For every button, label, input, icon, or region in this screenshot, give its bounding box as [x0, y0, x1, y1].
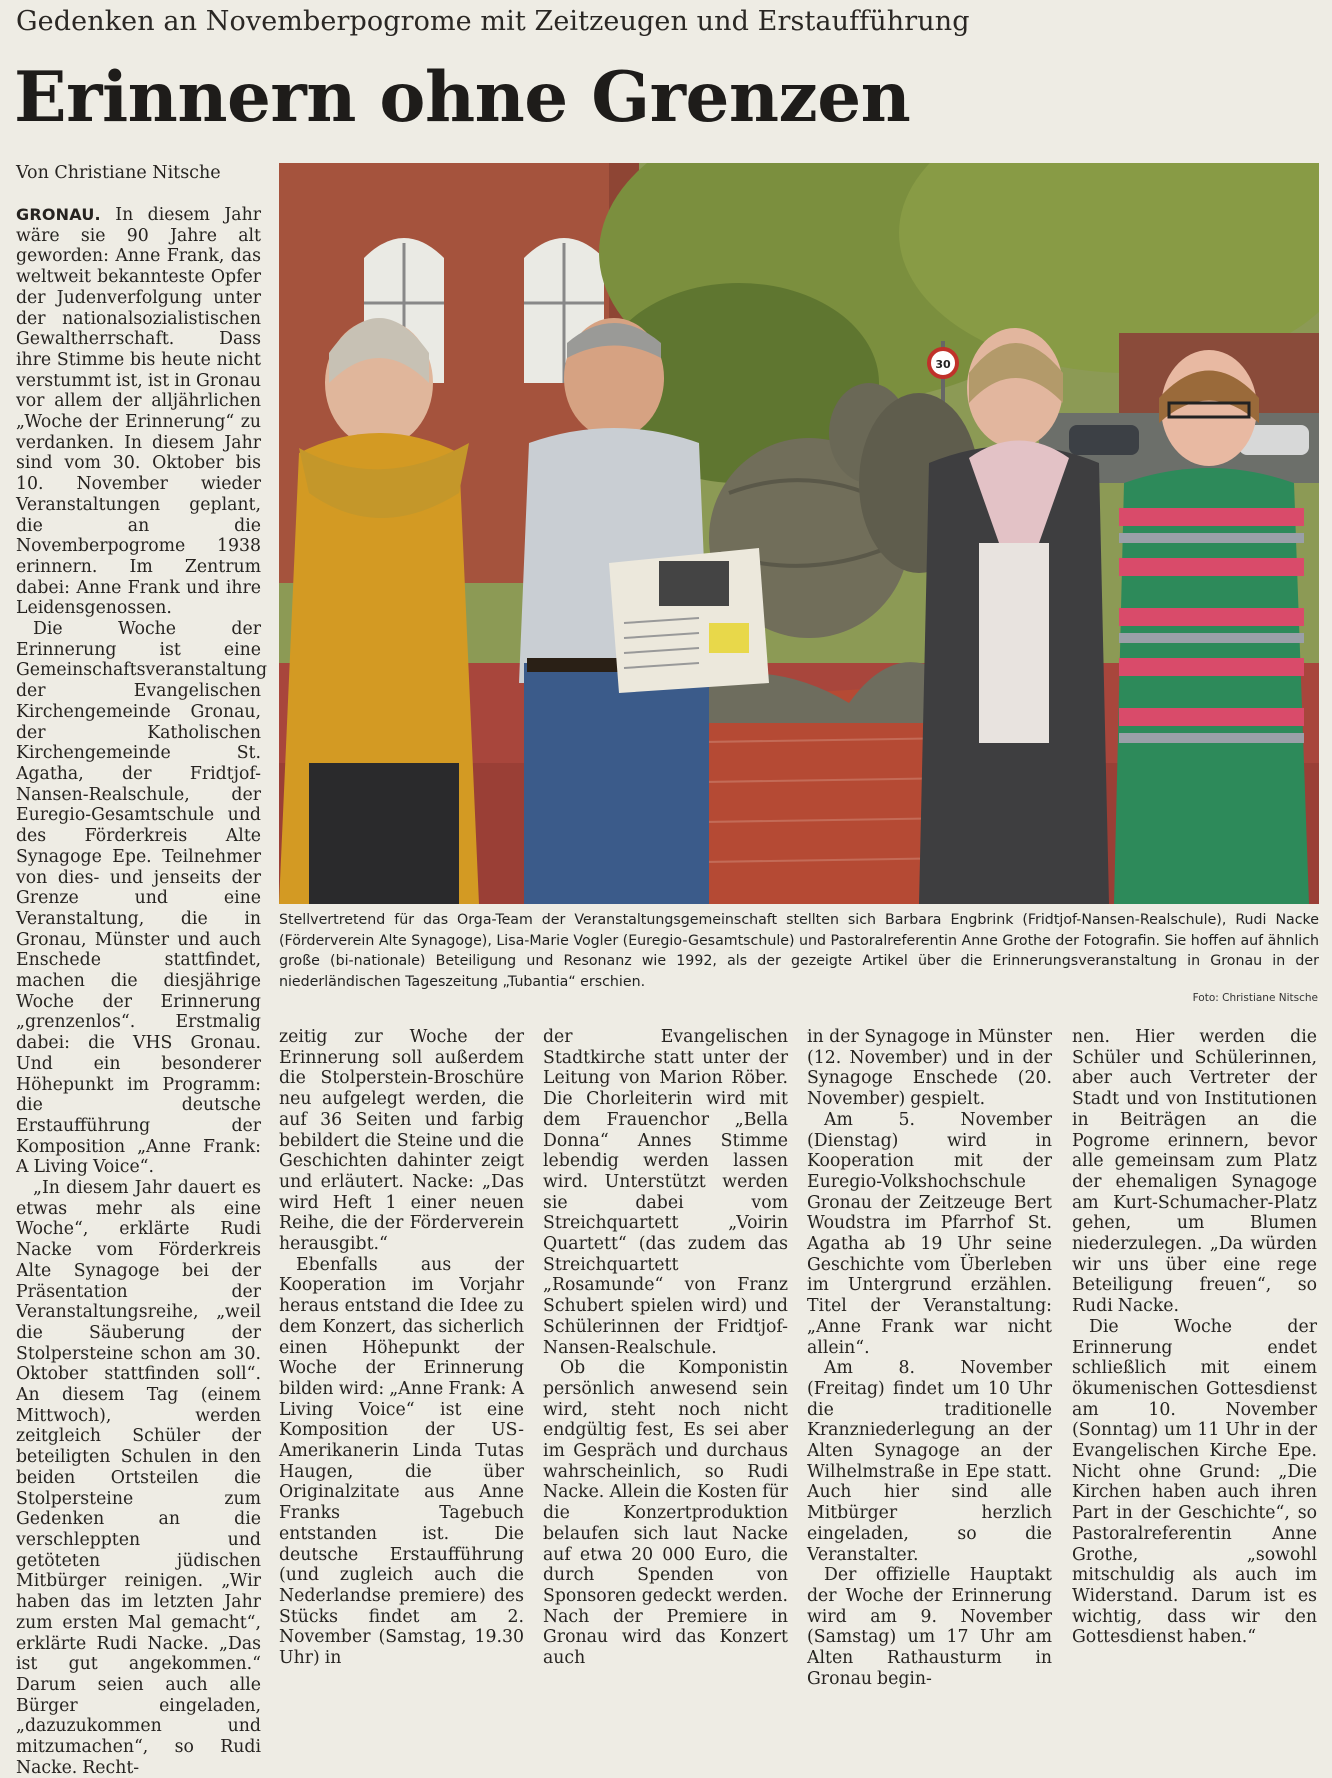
parked-car — [1069, 425, 1139, 455]
paragraph: Ob die Komponistin persönlich anwesend sein wird, steht noch nicht endgültig fest, Es sei aber im Gespräch und durchaus wahrscheinlich, so Rudi Nacke. Allein die Kosten für die Konzertproduktion belaufen sich laut Nacke auf etwa 20 000 Euro, die durch Spenden von Sponsoren gedeckt werden. Nach der Premiere in Gronau wird das Konzert auch — [543, 1358, 788, 1669]
paragraph: „In diesem Jahr dauert es etwas mehr als eine Woche“, erklärte Rudi Nacke vom Förderkreis Alte Synagoge bei der Präsentation der Veranstaltungsreihe, „weil die Säuberung der Stolpersteine schon am 30. Oktober stattfinden soll“. An diesem Tag (einem Mittwoch), werden zeitgleich Schüler der beteiligten Schulen in den beiden Ortsteilen die Stolpersteine zum Gedenken an die verschleppten und getöteten jüdischen Mitbürger reinigen. „Wir haben das im letzten Jahr zum ersten Mal gemacht“, erklärte Rudi Nacke. „Das ist gut angekommen.“ Darum seien auch alle Bürger eingeladen, „dazuzukommen und mitzumachen“, so Rudi Nacke. Recht- — [16, 1178, 261, 1778]
photo-caption: Stellvertretend für das Orga-Team der Veranstaltungsgemeinschaft stellten sich Barbara Engbrink (Fridtjof-Nansen-Realschule), Rudi Nacke (Förderverein Alte Synagoge), Lisa-Marie Vogler (Euregio-Gesamtschule) und Pastoralreferentin Anne Grothe der Fotografin. Sie hoffen auf ähnlich große (bi-nationale) Beteiligung und Resonanz wie 1992, als der gezeigte Artikel über die Erinnerungsveranstaltung in Gronau in der niederländischen Tageszeitung „Tubantia“ erschien. — [279, 912, 1319, 990]
paragraph: Ebenfalls aus der Kooperation im Vorjahr heraus entstand die Idee zu dem Konzert, das sicherlich einen Höhepunkt der Woche der Erinnerung bilden wird: „Anne Frank: A Living Voice“ ist eine Komposition der US-Amerikanerin Linda Tutas Haugen, die über Originalzitate aus Anne Franks Tagebuch entstanden ist. Die deutsche Erstaufführung (und zugleich auch die Nederlandse premiere) des Stücks findet am 2. November (Samstag, 19.30 Uhr) in — [279, 1254, 524, 1669]
speed-sign-label: 30 — [935, 358, 951, 371]
paragraph: zeitig zur Woche der Erinnerung soll außerdem die Stolperstein-Broschüre neu aufgelegt werden, die auf 36 Seiten und farbig bebildert die Steine und die Geschichten dahinter zeigt und erläutert. Nacke: „Das wird Heft 1 einer neuen Reihe, die der Förderverein herausgibt.“ — [279, 1027, 524, 1255]
paragraph: nen. Hier werden die Schüler und Schülerinnen, aber auch Vertreter der Stadt und von Institutionen in Beiträgen an die Pogrome erinnern, bevor alle gemeinsam zum Platz der ehemaligen Synagoge am Kurt-Schumacher-Platz gehen, um Blumen niederzulegen. „Da würden wir uns über eine rege Beteiligung freuen“, so Rudi Nacke. — [1072, 1027, 1317, 1317]
article-column-4 — [807, 1027, 1052, 1689]
article-headline: Erinnern ohne Grenzen — [14, 57, 911, 138]
article-column-1 — [16, 205, 268, 1778]
paragraph: Der offizielle Hauptakt der Woche der Erinnerung wird am 9. November (Samstag) um 17 Uhr am Alten Rathausturm in Gronau begin- — [807, 1565, 1052, 1689]
paragraph: Am 5. November (Dienstag) wird in Kooperation mit der Euregio-Volkshochschule Gronau der Zeitzeuge Bert Woudstra im Pfarrhof St. Agatha ab 19 Uhr seine Geschichte vom Überleben im Untergrund erzählen. Titel der Veranstaltung: „Anne Frank war nicht allein“. — [807, 1109, 1052, 1358]
article-photo — [279, 163, 1319, 904]
photo-illustration — [279, 163, 1319, 904]
paragraph: Am 8. November (Freitag) findet um 10 Uhr die traditionelle Kranzniederlegung an der Alten Synagoge an der Wilhelmstraße in Epe statt. Auch hier sind alle Mitbürger herzlich eingeladen, so die Veranstalter. — [807, 1358, 1052, 1565]
paragraph: Die Woche der Erinnerung endet schließlich mit einem ökumenischen Gottesdienst am 10. November (Sonntag) um 11 Uhr in der Evangelischen Kirche Epe. Nicht ohne Grund: „Die Kirchen haben auch ihren Part in der Geschichte“, so Pastoralreferentin Anne Grothe, „sowohl mitschuldig als auch im Widerstand. Darum ist es wichtig, dass wir den Gottesdienst haben.“ — [1072, 1316, 1317, 1648]
article-kicker: Gedenken an Novemberpogrome mit Zeitzeugen und Erstaufführung — [16, 6, 970, 37]
paragraph: in der Synagoge in Münster (12. November) und in der Synagoge Enschede (20. November) gespielt. — [807, 1027, 1052, 1110]
paragraph — [16, 205, 261, 619]
article-column-3 — [543, 1027, 788, 1669]
paragraph: Die Woche der Erinnerung ist eine Gemeinschaftsveranstaltung der Evangelischen Kirchengemeinde Gronau, der Katholischen Kirchengemeinde St. Agatha, der Fridtjof-Nansen-Realschule, der Euregio-Gesamtschule und des Förderkreis Alte Synagoge Epe. Teilnehmer von dies- und jenseits der Grenze und eine Veranstaltung, die in Gronau, Münster und auch Enschede stattfindet, machen die diesjährige Woche der Erinnerung „grenzenlos“. Erstmalig dabei: die VHS Gronau. Und ein besonderer Höhepunkt im Programm: die deutsche Erstaufführung der Komposition „Anne Frank: A Living Voice“. — [16, 619, 268, 1178]
dateline: GRONAU. — [16, 205, 101, 224]
photo-credit: Foto: Christiane Nitsche — [1192, 992, 1318, 1004]
held-newspaper — [609, 548, 769, 693]
paragraph: der Evangelischen Stadtkirche statt unter der Leitung von Marion Röber. Die Chorleiterin wird mit dem Frauenchor „Bella Donna“ Annes Stimme lebendig werden lassen wird. Unterstützt werden sie dabei vom Streichquartett „Voirin Quartett“ (das zudem das Streichquartett „Rosamunde“ von Franz Schubert spielen wird) und Schülerinnen der Fridtjof-Nansen-Realschule. — [543, 1027, 788, 1358]
article-column-5 — [1072, 1027, 1317, 1648]
article-byline: Von Christiane Nitsche — [16, 163, 221, 183]
paragraph-text: In diesem Jahr wäre sie 90 Jahre alt geworden: Anne Frank, das weltweit bekannteste Opfer der Judenverfolgung unter der nationalsozialistischen Gewaltherrschaft. Dass ihre Stimme bis heute nicht verstummt ist, ist in Gronau vor allem der alljährlichen „Woche der Erinnerung“ zu verdanken. In diesem Jahr sind vom 30. Oktober bis 10. November wieder Veranstaltungen geplant, die an die Novemberpogrome 1938 erinnern. Im Zentrum dabei: Anne Frank und ihre Leidensgenossen. — [16, 205, 261, 619]
article-column-2 — [279, 1027, 524, 1669]
